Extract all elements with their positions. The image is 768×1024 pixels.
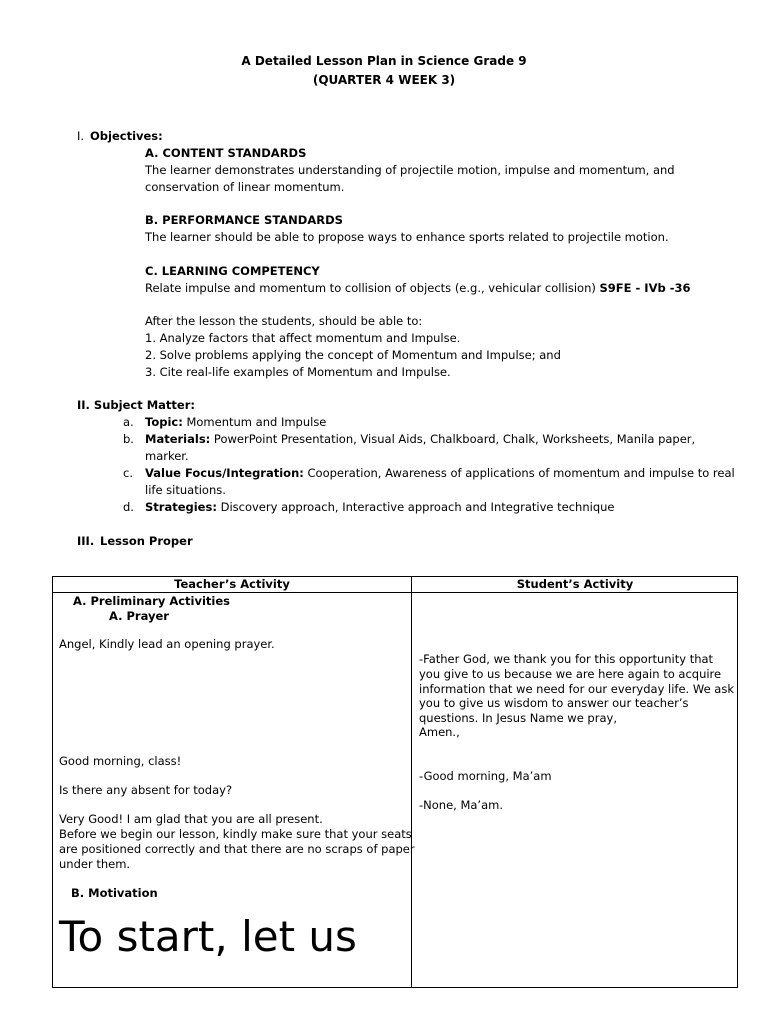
student-none-absent: -None, Ma’am. [419, 798, 503, 812]
prayer-heading: A. Prayer [109, 609, 169, 623]
value-focus-line2: life situations. [145, 483, 226, 497]
subject-matter-heading: II. Subject Matter: [77, 398, 195, 412]
learning-competency-heading: C. LEARNING COMPETENCY [145, 264, 320, 278]
objectives-number: I. [77, 129, 85, 143]
student-prayer-line2: you give to us because we are here again to acquire [419, 667, 722, 681]
student-prayer-line5: questions. In Jesus Name we pray, [419, 711, 617, 725]
strategies-value: Discovery approach, Interactive approach and Integrative technique [220, 500, 615, 514]
materials-line [145, 431, 695, 448]
teacher-greeting: Good morning, class! [59, 754, 182, 768]
objective-item: 1. Analyze factors that affect momentum and Impulse. [145, 331, 461, 345]
seats-instruction-line2: are positioned correctly and that there are no scraps of paper [59, 842, 415, 856]
value-focus-value: Cooperation, Awareness of applications of momentum and impulse to real [307, 466, 735, 480]
performance-standards-heading: B. PERFORMANCE STANDARDS [145, 213, 343, 227]
strategies-label: Strategies: [145, 500, 217, 514]
learning-competency-description: Relate impulse and momentum to collision of objects (e.g., vehicular collision) [145, 281, 596, 295]
materials-line2: marker. [145, 449, 189, 463]
strategies-line [145, 499, 614, 516]
list-marker: c. [123, 466, 133, 480]
learning-competency-code: S9FE - IVb -36 [599, 281, 691, 295]
value-focus-line [145, 465, 735, 482]
list-marker: b. [123, 432, 134, 446]
document-title: A Detailed Lesson Plan in Science Grade 9 [241, 54, 527, 68]
objectives-heading: Objectives: [90, 129, 163, 143]
after-lesson-intro: After the lesson the students, should be able to: [145, 314, 423, 328]
start-text: To start, let us [59, 912, 357, 961]
value-focus-label: Value Focus/Integration: [145, 466, 304, 480]
student-prayer-line1: -Father God, we thank you for this opportunity that [419, 652, 714, 666]
student-amen: Amen., [419, 725, 460, 739]
document-subtitle: (QUARTER 4 WEEK 3) [312, 73, 456, 87]
topic-value: Momentum and Impulse [186, 415, 327, 429]
lesson-proper-number: III. [77, 534, 95, 548]
student-column-header: Student’s Activity [516, 577, 634, 591]
learning-competency-text [145, 280, 690, 297]
materials-value: PowerPoint Presentation, Visual Aids, Chalkboard, Chalk, Worksheets, Manila paper, [213, 432, 696, 446]
seats-instruction-line3: under them. [59, 857, 131, 871]
list-marker: d. [123, 500, 134, 514]
preliminary-activities-heading: A. Preliminary Activities [73, 594, 230, 608]
content-standards-line1: The learner demonstrates understanding of projectile motion, impulse and momentum, and [145, 163, 675, 177]
absent-question: Is there any absent for today? [59, 783, 233, 797]
column-divider [411, 577, 412, 987]
student-prayer-line3: information that we need for our everyday life. We ask [419, 682, 734, 696]
list-marker: a. [123, 415, 134, 429]
topic-label: Topic: [145, 415, 183, 429]
objective-item: 2. Solve problems applying the concept of Momentum and Impulse; and [145, 348, 561, 362]
student-prayer-line4: you to give us wisdom to answer our teacher’s [419, 696, 689, 710]
prayer-request: Angel, Kindly lead an opening prayer. [59, 637, 275, 651]
objective-item: 3. Cite real-life examples of Momentum and Impulse. [145, 365, 451, 379]
teacher-column-header: Teacher’s Activity [174, 577, 290, 591]
activity-table [52, 576, 738, 988]
content-standards-heading: A. CONTENT STANDARDS [145, 146, 307, 160]
lesson-proper-heading: Lesson Proper [100, 534, 193, 548]
motivation-heading: B. Motivation [71, 886, 158, 900]
seats-instruction-line1: Before we begin our lesson, kindly make sure that your seats [59, 827, 412, 841]
performance-standards-text: The learner should be able to propose ways to enhance sports related to projectile motion. [145, 230, 669, 244]
topic-line [145, 414, 326, 431]
student-greeting: -Good morning, Ma’am [419, 769, 552, 783]
materials-label: Materials: [145, 432, 211, 446]
glad-statement: Very Good! I am glad that you are all present. [59, 812, 323, 826]
content-standards-line2: conservation of linear momentum. [145, 180, 345, 194]
